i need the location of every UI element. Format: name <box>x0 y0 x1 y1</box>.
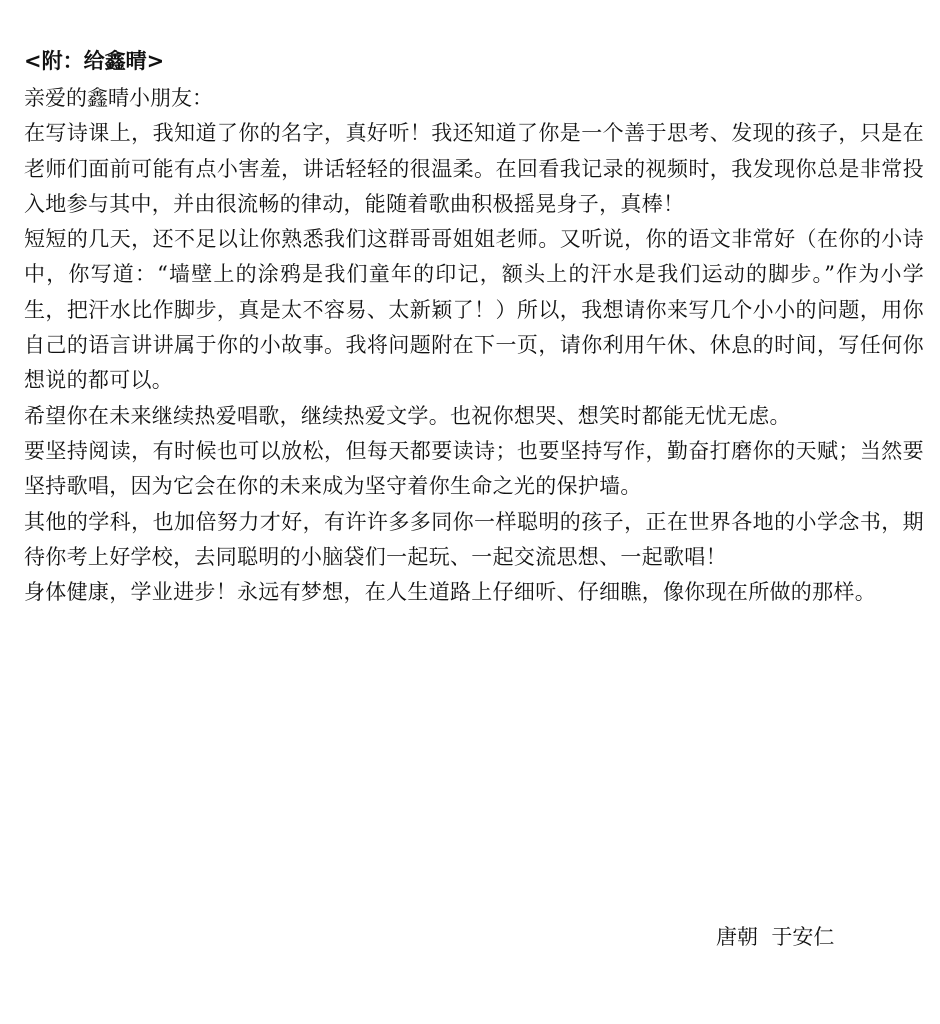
letter-signature: 唐朝 于安仁 <box>716 925 835 949</box>
paragraph-3: 希望你在未来继续热爱唱歌，继续热爱文学。也祝你想哭、想笑时都能无忧无虑。 <box>24 403 791 428</box>
paragraph-2: 短短的几天，还不足以让你熟悉我们这群哥哥姐姐老师。又听说，你的语文非常好（在你的小诗中，你写道：“墙壁上的涂鸦是我们童年的印记，额头上的汗水是我们运动的脚步。”作为小学生，把汗水比作脚步，真是太不容易、太新颖了！）所以，我想请你来写几个小小的问题，用你自己的语言讲讲属于你的小故事。我将问题附在下一页，请你利用午休、休息的时间，写任何你想说的都可以。 <box>24 227 924 393</box>
paragraph-6: 身体健康，学业进步！永远有梦想，在人生道路上仔细听、仔细瞧，像你现在所做的那样。 <box>24 580 876 605</box>
letter-body <box>24 44 924 610</box>
letter-greeting: 亲爱的鑫晴小朋友： <box>24 86 213 110</box>
letter-heading: <附：给鑫晴> <box>24 49 165 73</box>
paragraph-1: 在写诗课上，我知道了你的名字，真好听！我还知道了你是一个善于思考、发现的孩子，只是在老师们面前可能有点小害羞，讲话轻轻的很温柔。在回看我记录的视频时，我发现你总是非常投入地参与其中，并由很流畅的律动，能随着歌曲积极摇晃身子，真棒！ <box>24 121 924 216</box>
paragraph-5: 其他的学科，也加倍努力才好，有许许多多同你一样聪明的孩子，正在世界各地的小学念书，期待你考上好学校，去同聪明的小脑袋们一起玩、一起交流思想、一起歌唱！ <box>24 509 924 569</box>
paragraph-4: 要坚持阅读，有时候也可以放松，但每天都要读诗；也要坚持写作，勤奋打磨你的天赋；当然要坚持歌唱，因为它会在你的未来成为坚守着你生命之光的保护墙。 <box>24 438 924 499</box>
